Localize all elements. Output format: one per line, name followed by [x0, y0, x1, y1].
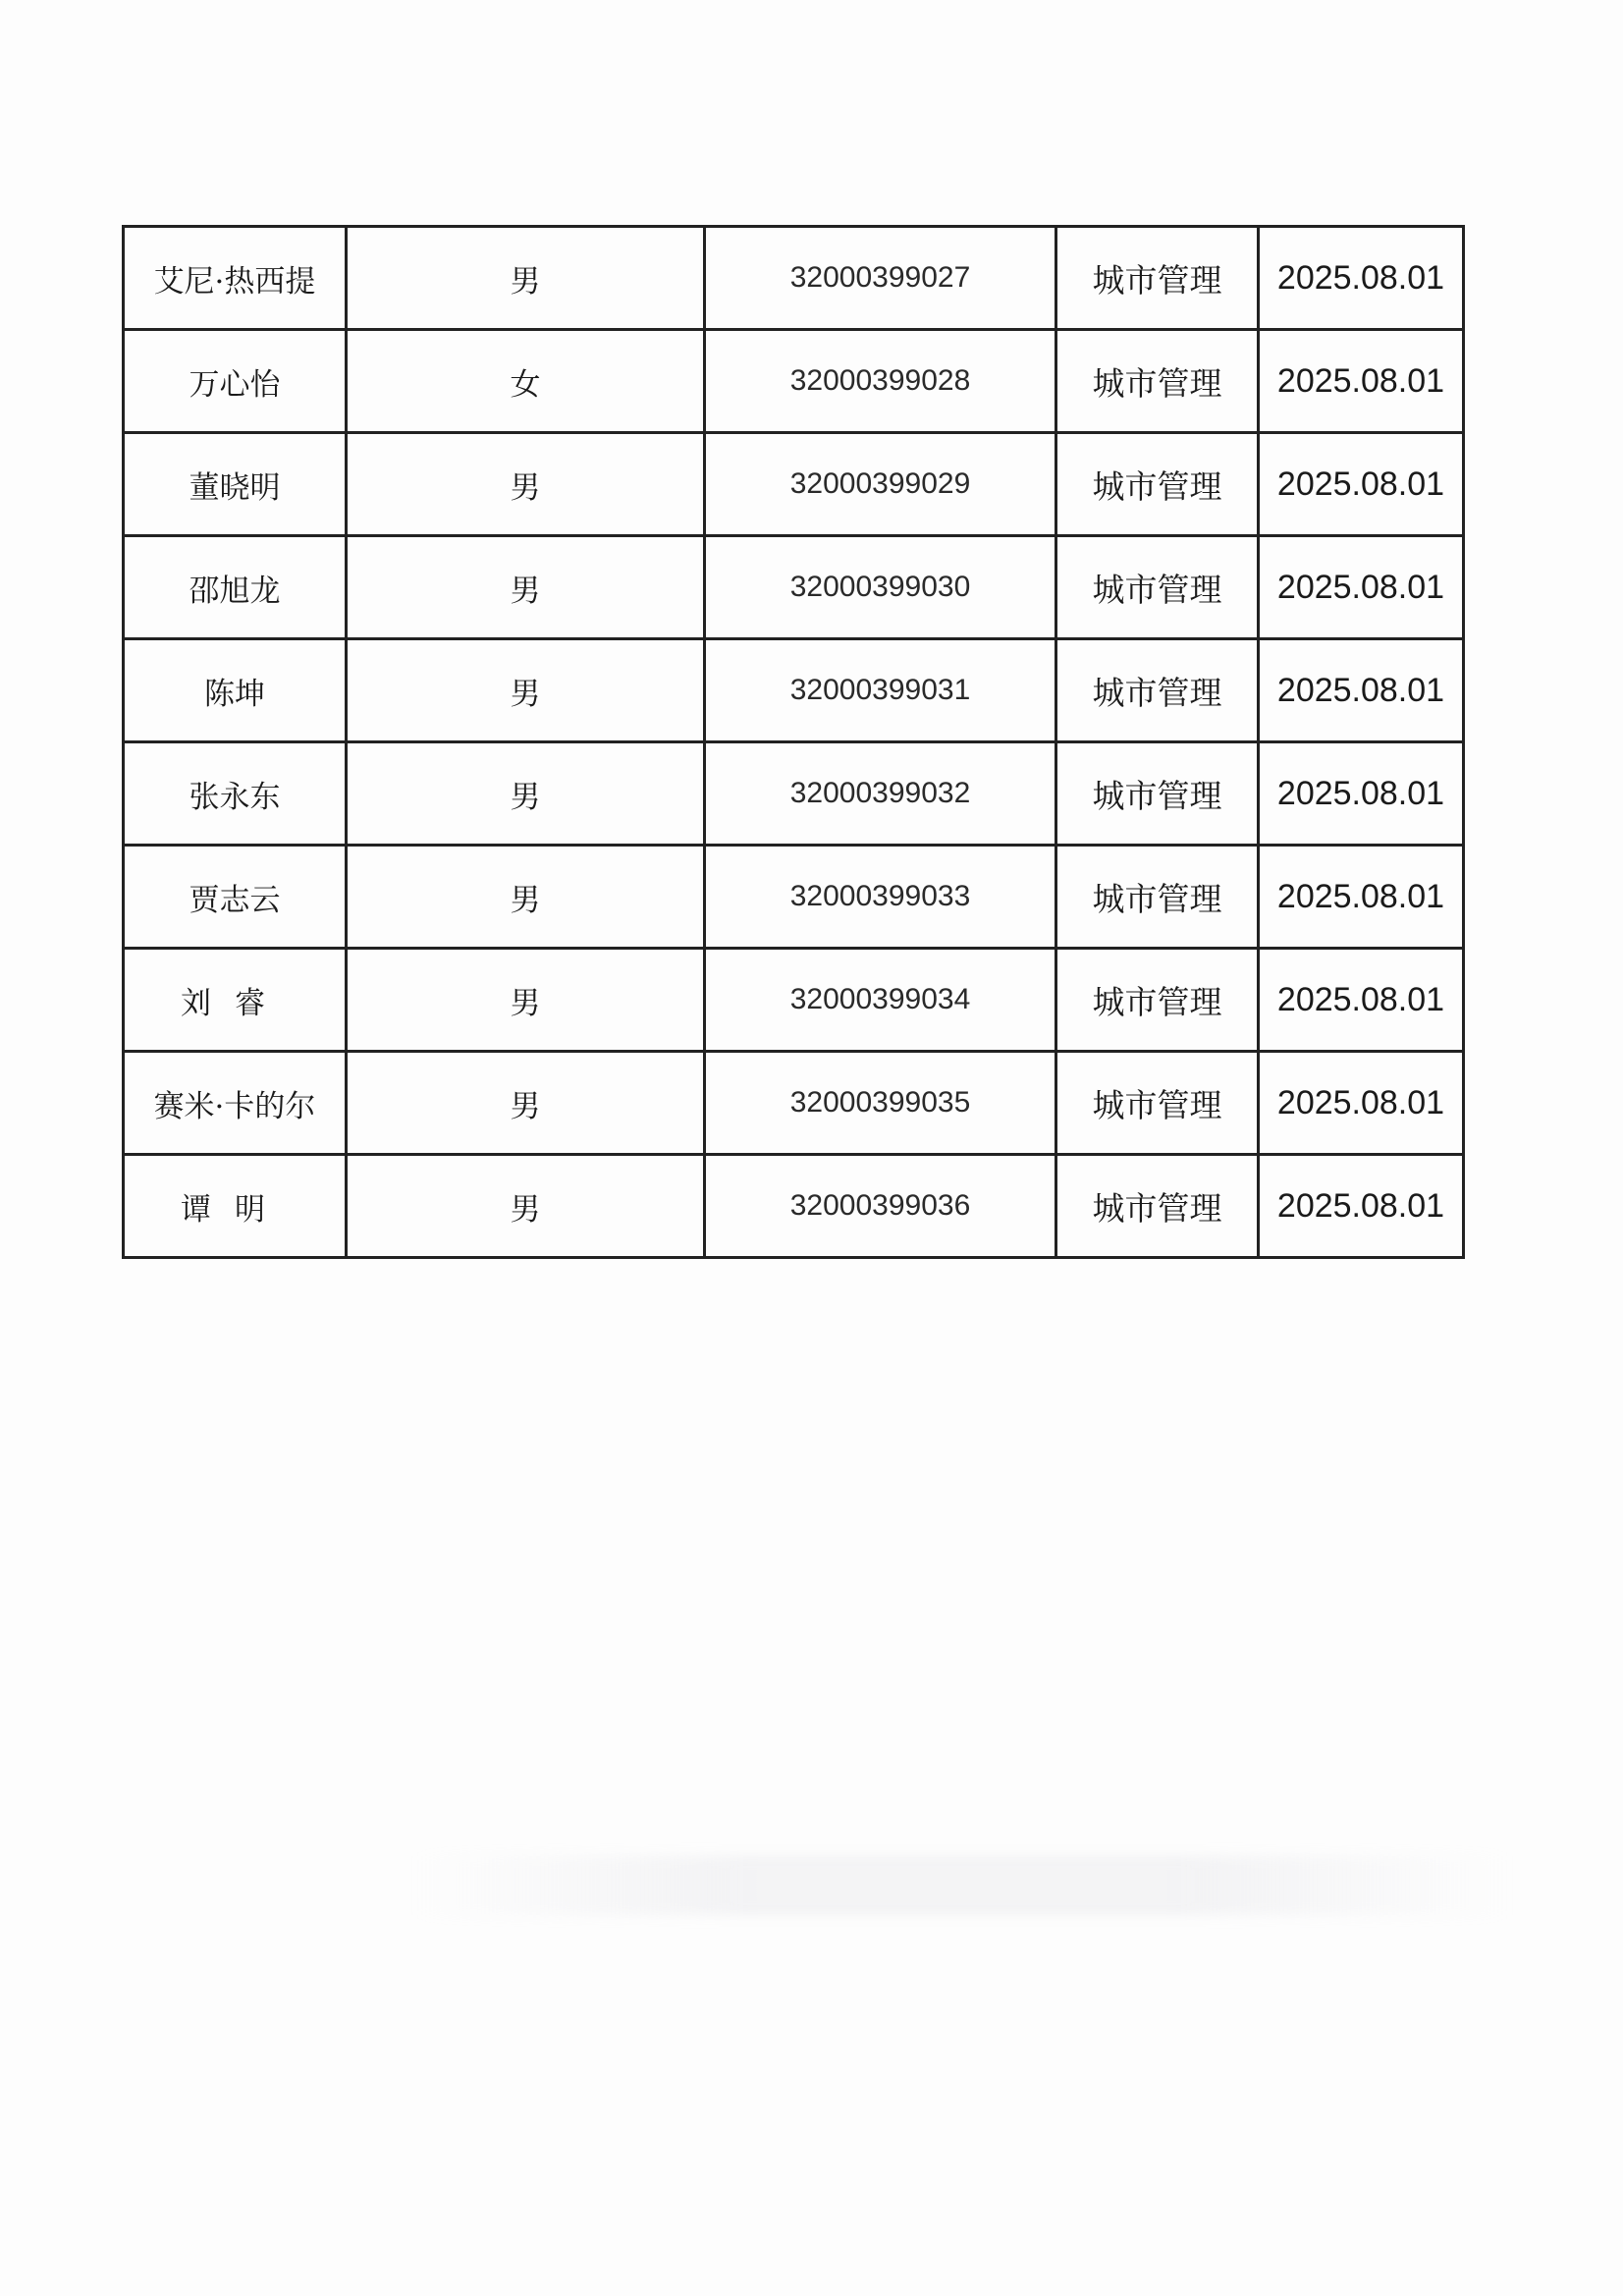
- table-row: [124, 742, 1464, 846]
- table-row: [124, 227, 1464, 330]
- gender-cell: 男: [347, 536, 705, 639]
- date-cell: 2025.08.01: [1259, 949, 1464, 1052]
- date-cell: 2025.08.01: [1259, 227, 1464, 330]
- dept-cell: 城市管理: [1056, 1052, 1259, 1155]
- gender-cell: 男: [347, 949, 705, 1052]
- name-cell: 赛米·卡的尔: [124, 1052, 347, 1155]
- gender-cell: 男: [347, 742, 705, 846]
- table-row: [124, 536, 1464, 639]
- table-row: [124, 846, 1464, 949]
- dept-cell: 城市管理: [1056, 330, 1259, 433]
- gender-cell: 男: [347, 1155, 705, 1258]
- dept-cell: 城市管理: [1056, 536, 1259, 639]
- date-cell: 2025.08.01: [1259, 330, 1464, 433]
- name-cell: 张永东: [124, 742, 347, 846]
- table-row: [124, 1052, 1464, 1155]
- id-cell: 32000399035: [705, 1052, 1056, 1155]
- id-cell: 32000399031: [705, 639, 1056, 742]
- date-cell: 2025.08.01: [1259, 1155, 1464, 1258]
- name-cell: 贾志云: [124, 846, 347, 949]
- name-cell: 谭明: [124, 1155, 347, 1258]
- table-row: [124, 433, 1464, 536]
- dept-cell: 城市管理: [1056, 639, 1259, 742]
- id-cell: 32000399036: [705, 1155, 1056, 1258]
- name-cell: 万心怡: [124, 330, 347, 433]
- dept-cell: 城市管理: [1056, 949, 1259, 1052]
- dept-cell: 城市管理: [1056, 227, 1259, 330]
- gender-cell: 男: [347, 639, 705, 742]
- name-cell: 艾尼·热西提: [124, 227, 347, 330]
- name-cell: 董晓明: [124, 433, 347, 536]
- table-row: [124, 949, 1464, 1052]
- gender-cell: 男: [347, 1052, 705, 1155]
- table-row: [124, 1155, 1464, 1258]
- table-row: [124, 639, 1464, 742]
- id-cell: 32000399027: [705, 227, 1056, 330]
- dept-cell: 城市管理: [1056, 742, 1259, 846]
- roster-table: [122, 225, 1465, 1259]
- gender-cell: 女: [347, 330, 705, 433]
- date-cell: 2025.08.01: [1259, 742, 1464, 846]
- id-cell: 32000399029: [705, 433, 1056, 536]
- gender-cell: 男: [347, 227, 705, 330]
- dept-cell: 城市管理: [1056, 433, 1259, 536]
- id-cell: 32000399033: [705, 846, 1056, 949]
- gender-cell: 男: [347, 433, 705, 536]
- id-cell: 32000399030: [705, 536, 1056, 639]
- date-cell: 2025.08.01: [1259, 846, 1464, 949]
- id-cell: 32000399032: [705, 742, 1056, 846]
- gender-cell: 男: [347, 846, 705, 949]
- dept-cell: 城市管理: [1056, 1155, 1259, 1258]
- dept-cell: 城市管理: [1056, 846, 1259, 949]
- date-cell: 2025.08.01: [1259, 1052, 1464, 1155]
- date-cell: 2025.08.01: [1259, 639, 1464, 742]
- scan-bleed-through: [412, 1856, 1512, 1915]
- id-cell: 32000399034: [705, 949, 1056, 1052]
- date-cell: 2025.08.01: [1259, 433, 1464, 536]
- name-cell: 刘睿: [124, 949, 347, 1052]
- date-cell: 2025.08.01: [1259, 536, 1464, 639]
- id-cell: 32000399028: [705, 330, 1056, 433]
- table-row: [124, 330, 1464, 433]
- name-cell: 陈坤: [124, 639, 347, 742]
- name-cell: 邵旭龙: [124, 536, 347, 639]
